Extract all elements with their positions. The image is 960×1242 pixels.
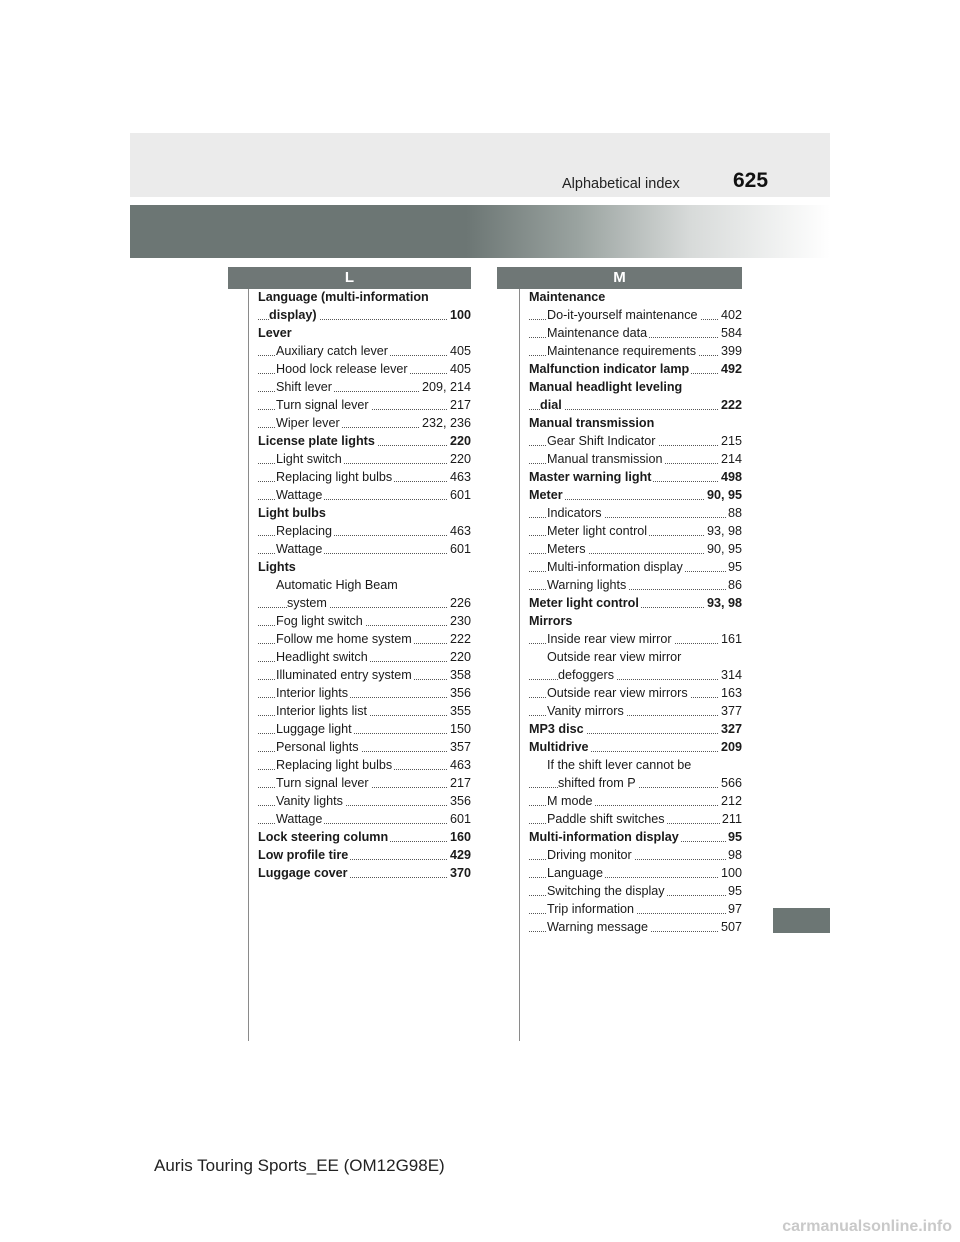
entry-label: defoggers — [558, 668, 615, 682]
index-subentry — [529, 666, 742, 684]
index-column-m — [529, 288, 742, 936]
entry-label: Replacing light bulbs — [276, 758, 393, 772]
entry-page-ref: 463 — [449, 758, 471, 772]
entry-label: Vanity lights — [276, 794, 343, 808]
entry-label: Meter light control — [529, 596, 639, 610]
entry-page-ref: 100 — [720, 866, 742, 880]
index-entry — [529, 288, 742, 306]
index-entry — [258, 864, 471, 882]
entry-label: Turn signal lever — [276, 776, 369, 790]
index-subentry — [529, 576, 742, 594]
entry-page-ref: 98 — [727, 848, 742, 862]
section-header-l: L — [228, 267, 471, 289]
watermark: carmanualsonline.info — [782, 1218, 952, 1235]
entry-label: MP3 disc — [529, 722, 584, 736]
entry-label: Language (multi-information — [258, 290, 429, 304]
entry-label: Wattage — [276, 488, 323, 502]
entry-label: Hood lock release lever — [276, 362, 408, 376]
entry-page-ref: 215 — [720, 434, 742, 448]
page-number: 625 — [733, 169, 769, 192]
entry-page-ref: 358 — [449, 668, 471, 682]
entry-label: Lights — [258, 560, 296, 574]
entry-label: Driving monitor — [547, 848, 632, 862]
index-subentry — [258, 684, 471, 702]
entry-page-ref: 356 — [449, 686, 471, 700]
entry-page-ref: 95 — [727, 560, 742, 574]
index-subentry — [529, 756, 742, 774]
entry-label: Master warning light — [529, 470, 652, 484]
index-entry — [258, 558, 471, 576]
entry-label: Shift lever — [276, 380, 332, 394]
index-subentry — [529, 540, 742, 558]
entry-label: Lock steering column — [258, 830, 389, 844]
footer-model: Auris Touring Sports_EE (OM12G98E) — [154, 1156, 445, 1175]
entry-label: Mirrors — [529, 614, 573, 628]
entry-page-ref: 217 — [449, 398, 471, 412]
entry-page-ref: 232, 236 — [421, 416, 471, 430]
entry-label: If the shift lever cannot be — [547, 758, 692, 772]
entry-page-ref: 314 — [720, 668, 742, 682]
entry-page-ref: 357 — [449, 740, 471, 754]
index-entry — [529, 378, 742, 396]
entry-label: Meter light control — [547, 524, 648, 538]
index-subentry — [529, 846, 742, 864]
index-subentry — [529, 900, 742, 918]
entry-page-ref: 566 — [720, 776, 742, 790]
entry-label: Malfunction indicator lamp — [529, 362, 690, 376]
entry-page-ref: 226 — [449, 596, 471, 610]
entry-page-ref: 405 — [449, 344, 471, 358]
entry-label: display) — [269, 308, 317, 322]
index-entry — [529, 828, 742, 846]
header-title: Alphabetical index — [562, 176, 680, 192]
index-subentry — [258, 756, 471, 774]
column-divider-m — [519, 289, 520, 1041]
entry-label: Personal lights — [276, 740, 359, 754]
entry-page-ref: 405 — [449, 362, 471, 376]
entry-page-ref: 86 — [727, 578, 742, 592]
entry-label: Meters — [547, 542, 586, 556]
entry-label: Manual transmission — [529, 416, 655, 430]
entry-page-ref: 95 — [727, 884, 742, 898]
entry-page-ref: 90, 95 — [706, 488, 742, 502]
index-subentry — [258, 486, 471, 504]
entry-page-ref: 93, 98 — [706, 524, 742, 538]
index-entry — [258, 504, 471, 522]
entry-page-ref: 230 — [449, 614, 471, 628]
index-entry — [529, 468, 742, 486]
entry-page-ref: 584 — [720, 326, 742, 340]
entry-page-ref: 93, 98 — [706, 596, 742, 610]
entry-label: shifted from P — [558, 776, 636, 790]
index-subentry — [529, 810, 742, 828]
entry-page-ref: 463 — [449, 470, 471, 484]
entry-label: Multi-information display — [529, 830, 679, 844]
entry-page-ref: 222 — [449, 632, 471, 646]
entry-page-ref: 220 — [449, 650, 471, 664]
entry-page-ref: 209 — [720, 740, 742, 754]
index-subentry — [258, 360, 471, 378]
entry-label: Maintenance data — [547, 326, 648, 340]
entry-page-ref: 601 — [449, 542, 471, 556]
entry-label: Inside rear view mirror — [547, 632, 672, 646]
index-subentry — [258, 666, 471, 684]
index-entry — [529, 612, 742, 630]
entry-label: system — [287, 596, 327, 610]
header-band — [130, 133, 830, 197]
index-entry — [529, 396, 742, 414]
index-subentry — [258, 810, 471, 828]
index-subentry — [529, 684, 742, 702]
index-subentry — [258, 342, 471, 360]
decorative-gradient-band — [130, 205, 830, 258]
index-subentry — [529, 558, 742, 576]
entry-label: Illuminated entry system — [276, 668, 412, 682]
entry-label: Interior lights list — [276, 704, 367, 718]
index-subentry — [529, 432, 742, 450]
entry-label: Multi-information display — [547, 560, 683, 574]
entry-label: Maintenance requirements — [547, 344, 697, 358]
index-entry — [529, 486, 742, 504]
entry-label: Switching the display — [547, 884, 665, 898]
entry-page-ref: 90, 95 — [706, 542, 742, 556]
entry-page-ref: 209, 214 — [421, 380, 471, 394]
entry-page-ref: 161 — [720, 632, 742, 646]
index-subentry — [529, 702, 742, 720]
entry-page-ref: 463 — [449, 524, 471, 538]
index-subentry — [529, 792, 742, 810]
entry-label: Auxiliary catch lever — [276, 344, 388, 358]
index-entry — [258, 306, 471, 324]
entry-label: Manual transmission — [547, 452, 663, 466]
entry-label: Fog light switch — [276, 614, 363, 628]
entry-label: Vanity mirrors — [547, 704, 624, 718]
entry-page-ref: 163 — [720, 686, 742, 700]
index-subentry — [529, 774, 742, 792]
entry-page-ref: 601 — [449, 812, 471, 826]
index-subentry — [258, 396, 471, 414]
entry-label: dial — [540, 398, 562, 412]
entry-page-ref: 160 — [449, 830, 471, 844]
index-entry — [529, 414, 742, 432]
index-subentry — [258, 720, 471, 738]
entry-page-ref: 370 — [449, 866, 471, 880]
entry-label: Warning message — [547, 920, 649, 934]
entry-label: Luggage cover — [258, 866, 348, 880]
entry-page-ref: 217 — [449, 776, 471, 790]
index-entry — [529, 360, 742, 378]
entry-label: Outside rear view mirror — [547, 650, 682, 664]
entry-label: Turn signal lever — [276, 398, 369, 412]
entry-label: Trip information — [547, 902, 635, 916]
entry-label: Warning lights — [547, 578, 627, 592]
entry-page-ref: 429 — [449, 848, 471, 862]
index-subentry — [258, 612, 471, 630]
entry-page-ref: 327 — [720, 722, 742, 736]
entry-page-ref: 399 — [720, 344, 742, 358]
column-divider-l — [248, 289, 249, 1041]
entry-page-ref: 95 — [727, 830, 742, 844]
index-subentry — [258, 648, 471, 666]
entry-page-ref: 507 — [720, 920, 742, 934]
entry-page-ref: 100 — [449, 308, 471, 322]
entry-label: Wattage — [276, 542, 323, 556]
index-entry — [529, 738, 742, 756]
index-entry — [258, 432, 471, 450]
index-subentry — [258, 630, 471, 648]
index-subentry — [258, 774, 471, 792]
entry-label: Light switch — [276, 452, 342, 466]
index-subentry — [529, 342, 742, 360]
index-subentry — [529, 648, 742, 666]
entry-page-ref: 97 — [727, 902, 742, 916]
entry-label: License plate lights — [258, 434, 375, 448]
index-subentry — [529, 918, 742, 936]
index-subentry — [258, 414, 471, 432]
entry-label: Gear Shift Indicator — [547, 434, 656, 448]
entry-page-ref: 220 — [449, 434, 471, 448]
index-subentry — [258, 450, 471, 468]
index-subentry — [258, 594, 471, 612]
index-subentry — [529, 306, 742, 324]
index-subentry — [258, 702, 471, 720]
index-column-l — [258, 288, 471, 882]
entry-page-ref: 220 — [449, 452, 471, 466]
entry-page-ref: 355 — [449, 704, 471, 718]
index-subentry — [258, 468, 471, 486]
index-entry — [258, 324, 471, 342]
entry-page-ref: 212 — [720, 794, 742, 808]
entry-label: Headlight switch — [276, 650, 368, 664]
entry-label: Indicators — [547, 506, 602, 520]
index-subentry — [529, 630, 742, 648]
entry-label: Manual headlight leveling — [529, 380, 683, 394]
entry-page-ref: 377 — [720, 704, 742, 718]
index-entry — [529, 594, 742, 612]
entry-page-ref: 211 — [721, 812, 742, 826]
index-subentry — [258, 792, 471, 810]
entry-page-ref: 222 — [720, 398, 742, 412]
index-subentry — [529, 882, 742, 900]
entry-label: Replacing light bulbs — [276, 470, 393, 484]
index-subentry — [258, 738, 471, 756]
index-subentry — [529, 324, 742, 342]
index-entry — [258, 288, 471, 306]
index-subentry — [258, 540, 471, 558]
entry-page-ref: 498 — [720, 470, 742, 484]
entry-page-ref: 214 — [720, 452, 742, 466]
entry-label: Meter — [529, 488, 563, 502]
entry-page-ref: 492 — [720, 362, 742, 376]
entry-page-ref: 356 — [449, 794, 471, 808]
entry-label: Light bulbs — [258, 506, 326, 520]
entry-label: Interior lights — [276, 686, 349, 700]
entry-label: Maintenance — [529, 290, 606, 304]
entry-label: Lever — [258, 326, 292, 340]
index-subentry — [258, 522, 471, 540]
entry-page-ref: 150 — [449, 722, 471, 736]
entry-page-ref: 402 — [720, 308, 742, 322]
index-entry — [258, 828, 471, 846]
entry-label: Outside rear view mirrors — [547, 686, 688, 700]
side-thumb-tab — [773, 908, 830, 933]
index-subentry — [529, 504, 742, 522]
entry-label: Follow me home system — [276, 632, 412, 646]
entry-page-ref: 88 — [727, 506, 742, 520]
index-subentry — [529, 864, 742, 882]
index-subentry — [258, 378, 471, 396]
entry-label: Wiper lever — [276, 416, 340, 430]
entry-label: M mode — [547, 794, 593, 808]
entry-page-ref: 601 — [449, 488, 471, 502]
entry-label: Luggage light — [276, 722, 352, 736]
entry-label: Multidrive — [529, 740, 589, 754]
entry-label: Wattage — [276, 812, 323, 826]
entry-label: Low profile tire — [258, 848, 349, 862]
entry-label: Automatic High Beam — [276, 578, 398, 592]
index-subentry — [529, 522, 742, 540]
index-subentry — [258, 576, 471, 594]
entry-label: Language — [547, 866, 604, 880]
section-header-m: M — [497, 267, 742, 289]
entry-label: Paddle shift switches — [547, 812, 665, 826]
index-entry — [258, 846, 471, 864]
index-subentry — [529, 450, 742, 468]
entry-label: Do-it-yourself maintenance — [547, 308, 698, 322]
index-entry — [529, 720, 742, 738]
entry-label: Replacing — [276, 524, 333, 538]
